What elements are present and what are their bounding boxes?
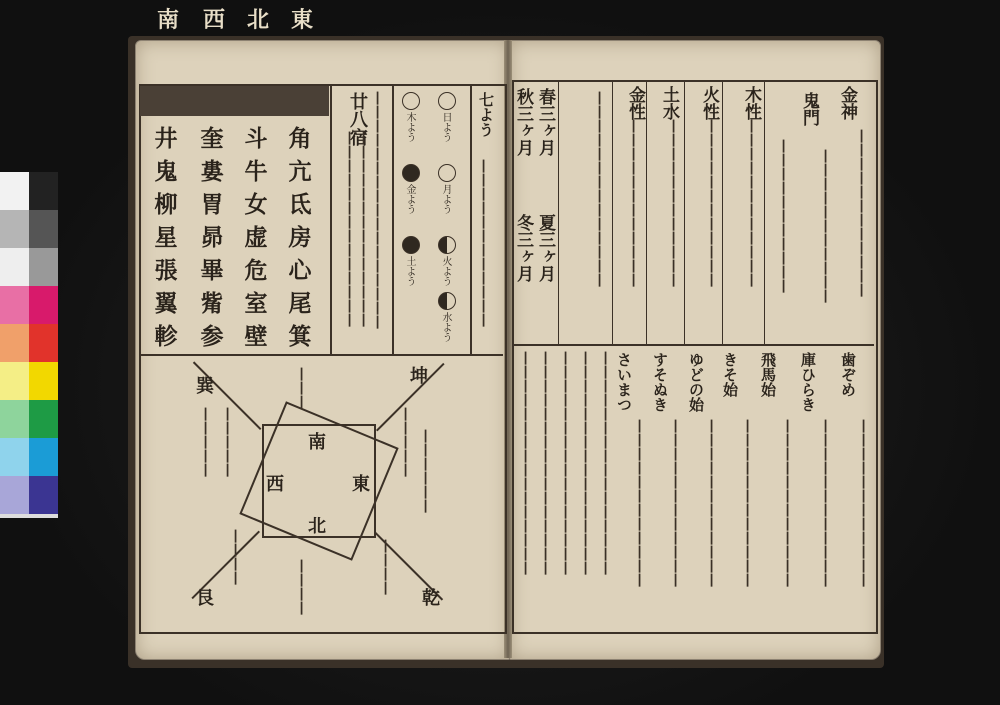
text-column: ┃┃┃┃┃┃┃┃┃┃┃┃ (745, 120, 758, 288)
mansion-cell: 危 (244, 257, 268, 284)
corner-label-southeast: 巽 (196, 376, 214, 397)
text-column: ┃┃┃┃┃┃┃┃┃┃┃ (777, 140, 790, 294)
heading-kiso-hajime: きそ始 (721, 352, 739, 397)
direction-header (140, 86, 329, 116)
season-winter: 冬三ヶ月 (513, 214, 533, 282)
text-column: ┃┃┃┃┃┃┃┃┃┃┃┃┃┃┃┃ (599, 352, 612, 576)
heading-susonuki: すそぬき (651, 352, 669, 412)
text-column: ┃┃┃┃┃┃┃┃┃┃┃┃ (705, 120, 718, 288)
wedge-text: ┃┃┃ (295, 368, 308, 410)
mansion-cell: 斗 (244, 125, 268, 152)
corner-label-northwest: 乾 (422, 588, 440, 609)
mansion-cell: 翼 (154, 290, 178, 317)
mansion-cell: 胃 (200, 191, 224, 218)
text-column: ┃┃┃┃┃┃┃┃┃┃┃ (819, 150, 832, 304)
wedge-text: ┃┃┃┃ (295, 560, 308, 616)
mansion-cell: 箕 (288, 323, 312, 350)
direction-east: 東 (290, 7, 313, 33)
compass-north: 北 (308, 516, 326, 537)
wedge-text: ┃┃┃┃┃┃ (419, 430, 432, 514)
corner-label-southwest: 坤 (410, 366, 428, 387)
column-divider (722, 80, 723, 344)
mansion-cell: 軫 (154, 323, 178, 350)
text-column: ┃┃┃┃┃┃┃┃┃┃┃┃ (627, 120, 640, 288)
weekday-label: 水よう (440, 312, 451, 342)
mansion-cell: 尾 (288, 290, 312, 317)
text-column: ┃┃┃┃┃┃┃┃┃┃┃┃ (855, 130, 868, 298)
weekday-label: 木よう (404, 112, 415, 142)
heading-hime-hajime: 飛馬始 (759, 352, 777, 397)
mansion-cell: 壁 (244, 323, 268, 350)
mansion-cell: 星 (154, 224, 178, 251)
text-column: ┃┃┃┃┃┃┃┃┃┃┃┃┃┃┃┃ (559, 352, 572, 576)
heading-seven-days: 七よう (477, 92, 495, 137)
compass-west: 西 (266, 474, 284, 495)
circle-icon (402, 92, 420, 110)
heading-wood-nature: 木性 (741, 86, 761, 120)
filled-circle-icon (402, 164, 420, 182)
heading-konjin: 金神 (837, 86, 857, 120)
weekday-label: 日よう (440, 112, 451, 142)
mansion-cell: 氐 (288, 191, 312, 218)
horizontal-divider (139, 354, 503, 356)
mansion-cell: 室 (244, 290, 268, 317)
mansion-cell: 角 (288, 125, 312, 152)
text-column: ┃┃┃┃┃┃┃┃┃┃┃┃ (705, 420, 718, 588)
text-column: ┃┃┃┃┃┃┃┃┃┃┃┃ (857, 420, 870, 588)
wedge-text: ┃┃┃┃┃ (221, 408, 234, 478)
text-column: ┃┃┃┃┃┃┃┃┃┃┃┃ (819, 420, 832, 588)
text-column: ┃┃┃┃┃┃┃┃┃┃┃┃ (667, 120, 680, 288)
direction-north: 北 (246, 7, 269, 33)
mansion-cell: 牛 (244, 158, 268, 185)
column-divider (684, 80, 685, 344)
mansion-cell: 心 (288, 257, 312, 284)
wedge-text: ┃┃┃┃┃ (399, 408, 412, 478)
circle-icon (438, 92, 456, 110)
mansion-cell: 女 (244, 191, 268, 218)
heading-hazome: 歯ぞめ (839, 352, 857, 397)
column-divider (330, 84, 332, 354)
heading-yudono-hajime: ゆどの始 (687, 352, 705, 412)
text-column: ┃┃┃┃┃┃┃┃┃┃┃┃ (741, 420, 754, 588)
half-circle-icon (438, 236, 456, 254)
weekday-label: 金よう (404, 184, 415, 214)
circle-icon (438, 164, 456, 182)
commentary-column: ┃┃┃┃┃┃┃┃┃┃┃┃┃┃ (343, 132, 356, 328)
commentary-column: ┃┃┃┃┃┃┃┃┃┃┃┃┃┃ (357, 132, 370, 328)
mansion-cell: 鬼 (154, 158, 178, 185)
wedge-text: ┃┃┃┃ (229, 530, 242, 586)
commentary-column: ┃┃┃┃┃┃┃┃┃┃┃┃ (477, 160, 490, 328)
season-summer: 夏三ヶ月 (535, 214, 555, 282)
mansion-cell: 張 (154, 257, 178, 284)
wedge-text: ┃┃┃┃┃ (199, 408, 212, 478)
direction-west: 西 (202, 7, 225, 33)
mansion-cell: 虚 (244, 224, 268, 251)
compass-east: 東 (352, 474, 370, 495)
text-column: ┃┃┃┃┃┃┃┃┃┃┃┃┃┃┃┃ (519, 352, 532, 576)
heading-saimatsu: さいまつ (615, 352, 633, 412)
weekday-label: 月よう (440, 184, 451, 214)
mansion-cell: 昴 (200, 224, 224, 251)
heading-earth-water: 土水 (659, 86, 679, 120)
heading-fire-nature: 火性 (699, 86, 719, 120)
weekday-label: 火よう (440, 256, 451, 286)
half-circle-icon (438, 292, 456, 310)
text-column: ┃┃┃┃┃┃┃┃┃┃┃┃┃┃┃┃ (579, 352, 592, 576)
heading-kimon: 鬼門 (799, 92, 819, 126)
season-autumn: 秋三ヶ月 (513, 88, 533, 156)
text-column: ┃┃┃┃┃┃┃┃┃┃┃┃┃┃ (593, 92, 606, 288)
mansion-cell: 奎 (200, 125, 224, 152)
color-calibration-strip (0, 172, 58, 518)
horizontal-divider (512, 344, 874, 346)
column-divider (470, 84, 472, 354)
column-divider (392, 84, 394, 354)
filled-circle-icon (402, 236, 420, 254)
mansion-cell: 觜 (200, 290, 224, 317)
column-divider (764, 80, 765, 344)
corner-label-northeast: 艮 (196, 588, 214, 609)
column-divider (558, 80, 559, 344)
mansion-cell: 畢 (200, 257, 224, 284)
season-spring: 春三ヶ月 (535, 88, 555, 156)
direction-south: 南 (156, 7, 179, 33)
heading-28-mansions: 廿八宿 (347, 92, 368, 146)
text-column: ┃┃┃┃┃┃┃┃┃┃┃┃ (633, 420, 646, 588)
mansion-cell: 井 (154, 125, 178, 152)
mansion-cell: 亢 (288, 158, 312, 185)
mansion-cell: 婁 (200, 158, 224, 185)
text-column: ┃┃┃┃┃┃┃┃┃┃┃┃ (781, 420, 794, 588)
weekday-label: 土よう (404, 256, 415, 286)
mansion-cell: 柳 (154, 191, 178, 218)
text-column: ┃┃┃┃┃┃┃┃┃┃┃┃┃┃┃┃ (539, 352, 552, 576)
heading-metal-nature: 金性 (625, 86, 645, 120)
compass-south: 南 (308, 432, 326, 453)
wedge-text: ┃┃┃┃ (379, 540, 392, 596)
mansion-cell: 参 (200, 323, 224, 350)
column-divider (612, 80, 613, 344)
heading-kurabiraki: 庫ひらき (799, 352, 817, 412)
commentary-column: ┃┃┃┃┃┃┃┃┃┃┃┃┃┃┃┃┃ (371, 92, 384, 330)
text-column: ┃┃┃┃┃┃┃┃┃┃┃┃ (669, 420, 682, 588)
column-divider (646, 80, 647, 344)
mansion-cell: 房 (288, 224, 312, 251)
